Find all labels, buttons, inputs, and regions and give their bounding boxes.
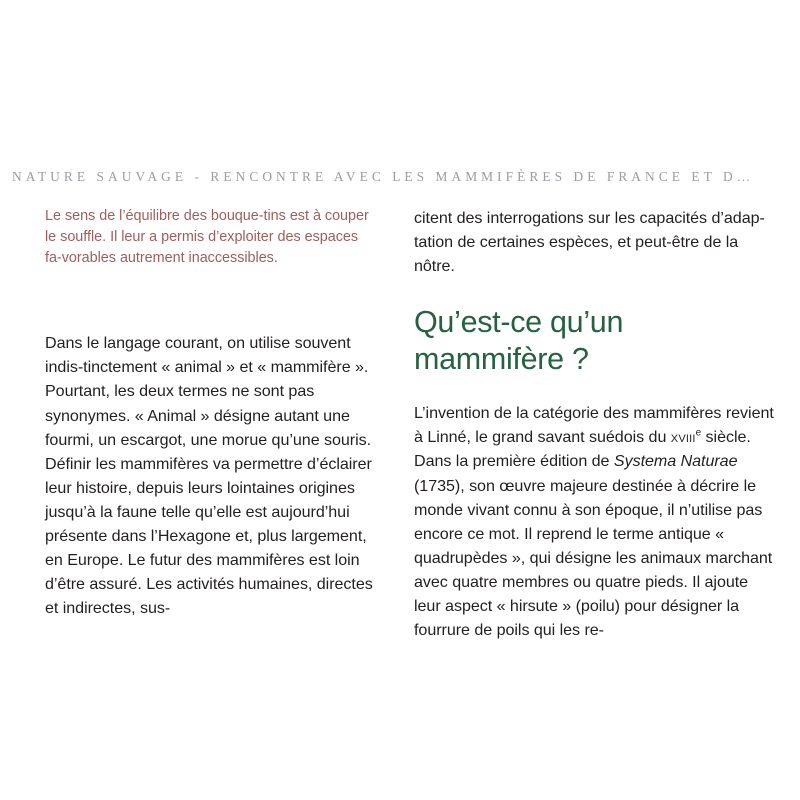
left-body-paragraph: Dans le langage courant, on utilise souvent indis-tinctement « animal » et « mammifère ». Pourtant, les deux termes ne sont pas synonymes. « Animal » désigne autant une fourmi, un escargot, une morue qu’une souris. Définir les mammifères va permettre d’éclairer leur histoire, depuis leurs lointaines origines jusqu’à la faune telle qu’elle est aujourd’hui présente dans l’Hexagone et, plus largement, en Europe. Le futur des mammifères est loin d’être assuré. Les activités humaines, directes et indirectes, sus- xyxy=(45,334,373,618)
body-text-part-1: L’invention de la catégorie des mammifères revient à Linné, le grand savant suédois du xyxy=(414,404,774,447)
right-column xyxy=(414,206,778,642)
body-text-part-2: siècle. Dans la première édition de xyxy=(414,428,751,471)
photo-caption: Le sens de l’équilibre des bouque-tins est à couper le souffle. Il leur a permis d’exploiter des espaces fa-vorables autrement inaccessibles. xyxy=(45,208,369,267)
work-title-italic: Systema Naturae xyxy=(613,452,738,471)
century-superscript: e xyxy=(695,428,702,440)
right-body-paragraph xyxy=(414,401,778,642)
column-spacer xyxy=(45,269,375,331)
running-head: NATURE SAUVAGE - RENCONTRE AVEC LES MAMMIFÈRES DE FRANCE ET D… xyxy=(12,169,755,184)
heading-top-spacer xyxy=(414,278,778,304)
right-continued-paragraph: citent des interrogations sur les capacités d’adap-tation de certaines espèces, et peut-être de la nôtre. xyxy=(414,209,765,276)
left-column xyxy=(45,206,375,620)
heading-bottom-spacer xyxy=(414,377,778,401)
section-heading: Qu’est-ce qu’un mammifère ? xyxy=(414,305,624,376)
century-smallcaps: xviii xyxy=(670,428,696,447)
body-text-part-3: (1735), son œuvre majeure destinée à décrire le monde vivant connu à son époque, il n’utilise pas encore ce mot. Il reprend le terme antique « quadrupèdes », qui désigne les animaux marchant avec quatre membres ou quatre pieds. Il ajoute leur aspect « hirsute » (poilu) pour désigner la fourrure de poils qui les re- xyxy=(414,476,773,640)
